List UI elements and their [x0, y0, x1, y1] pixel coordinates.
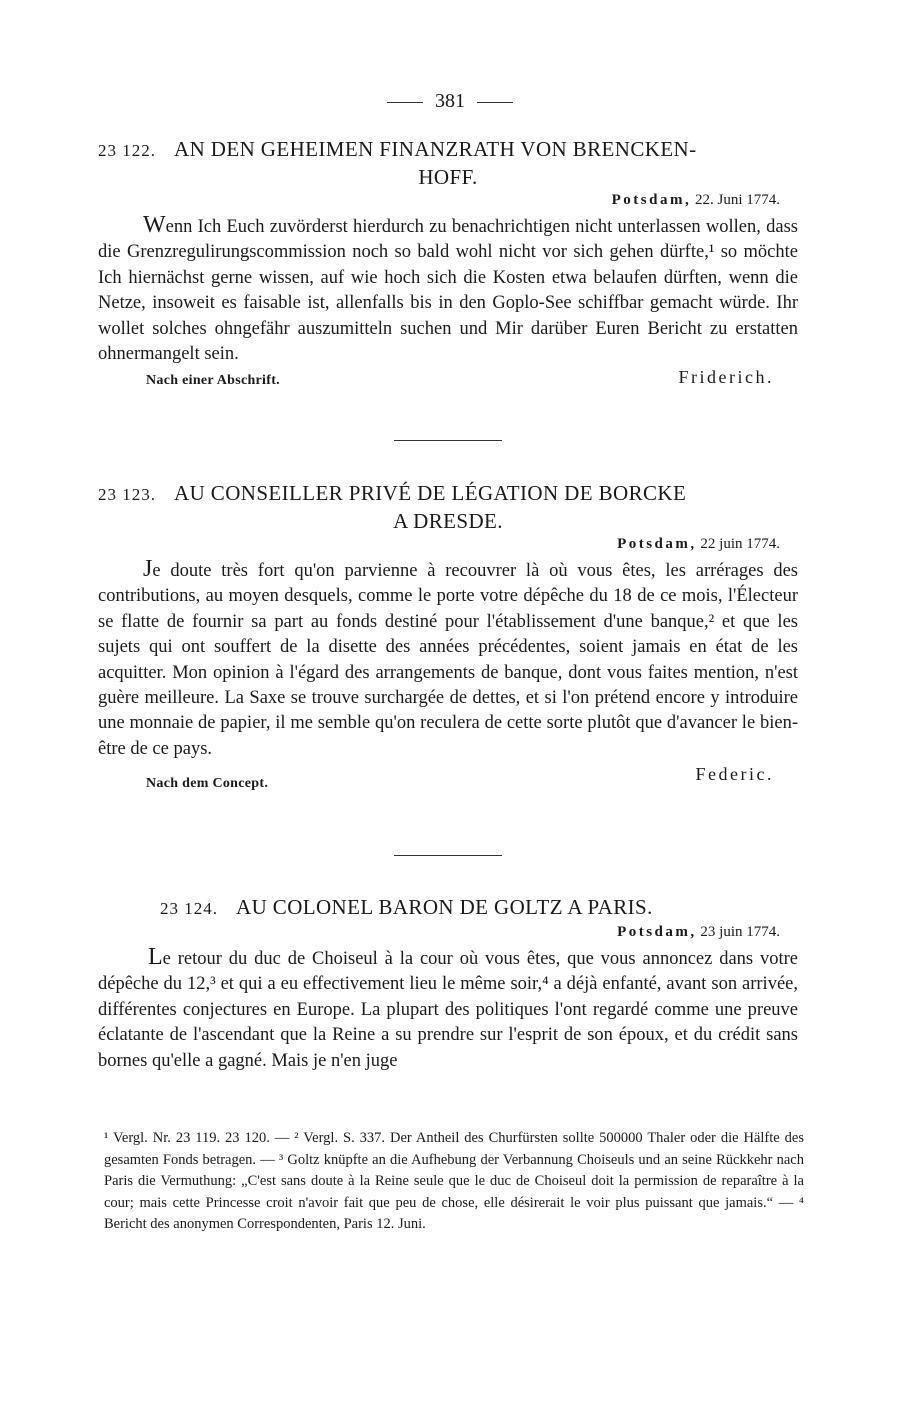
footnotes: ¹ Vergl. Nr. 23 119. 23 120. — ² Vergl. S. 337. Der Antheil des Churfürsten sollte 500000 Thaler oder die Hälfte des gesamten Fonds betragen. — ³ Goltz knüpfte an die Aufhebung der Verbannung Choiseuls und an seine Rückkehr nach Paris die Vermuthung: „C'est sans doute à la Reine seule que le duc de Choiseul doit la permission de reparaître à la cour; mais cette Princesse croit n'avoir fait que peu de chose, elle désirerait le voir plus puissant que jamais.“ — ⁴ Bericht des anonymen Correspondenten, Paris 12. Juni. — [104, 1130, 804, 1232]
letter-heading — [98, 480, 798, 534]
letter-heading — [98, 136, 798, 190]
letter-signature: Friderich. — [678, 367, 774, 388]
letter-body: Wenn Ich Euch zuvörderst hierdurch zu benachrichtigen nicht unterlassen wollen, dass die Grenzregulirungscommission noch so bald wohl nicht vor sich gehen dürfte,¹ so möchte Ich hiernächst gerne wissen, auf wie hoch sich die Kosten etwa belaufen dürften, wenn die Netze, insoweit es faisable ist, allenfalls bis in den Goplo-See schiffbar gemacht würde. Ihr wollet solches ohngefähr auszumitteln suchen und Mir darüber Euren Bericht zu erstatten ohnermangelt sein. — [98, 212, 798, 365]
letter-place: Potsdam, — [611, 192, 692, 208]
letter-date: 23 juin 1774. — [700, 924, 780, 940]
page-number-text: 381 — [435, 90, 465, 112]
section-divider — [394, 440, 502, 441]
divider — [387, 102, 423, 103]
letter-source: Nach einer Abschrift. — [146, 373, 280, 389]
letter-recipient: AU CONSEILLER PRIVÉ DE LÉGATION DE BORCKE — [174, 481, 687, 505]
letter-recipient-continued: A DRESDE. — [393, 509, 503, 533]
letter-date: 22 juin 1774. — [700, 536, 780, 552]
letter-body: Je doute très fort qu'on parvienne à recouvrer là où vous êtes, les arrérages des contributions, au moyen desquels, comme le porte votre dépêche du 18 de ce mois, l'Électeur se flatte de fournir sa part au fonds destiné pour l'établissement d'une banque,² et que les sujets qui ont souffert de la disette des années précédentes, soient jamais en état de les acquitter. Mon opinion à l'égard des arrangements de banque, dont vous faites mention, n'est guère meilleure. La Saxe se trouve surchargée de dettes, et si l'on prétend encore y introduire une monnaie de papier, il me semble qu'on reculera de cette sorte plutôt que d'avancer le bien-être de ce pays. — [98, 556, 798, 759]
letter-heading — [98, 894, 798, 922]
letter-recipient-continued: HOFF. — [418, 165, 478, 189]
letter-place: Potsdam, — [617, 536, 697, 552]
letter-recipient: AN DEN GEHEIMEN FINANZRATH VON BRENCKEN- — [174, 137, 697, 161]
letter-number: 23 124. — [160, 899, 218, 918]
letter-23123 — [98, 480, 798, 796]
letter-body: Le retour du duc de Choiseul à la cour où vous êtes, que vous annoncez dans votre dépêche du 12,³ et qui a eu effectivement lieu le même soir,⁴ a déjà enfanté, avant son arrivée, différentes conjectures en Europe. La plupart des politiques l'ont regardé comme une preuve éclatante de l'ascendant que la Reine a su prendre sur l'esprit de son époux, et du crédit sans bornes qu'elle a gagné. Mais je n'en juge — [98, 944, 798, 1071]
letter-dateline — [98, 536, 780, 553]
letter-signature: Federic. — [695, 764, 774, 785]
letter-date: 22. Juni 1774. — [694, 192, 780, 208]
letter-23124 — [98, 894, 798, 1074]
page-number — [0, 90, 900, 113]
letter-number: 23 122. — [98, 141, 156, 160]
letter-dateline — [98, 192, 780, 209]
letter-recipient: AU COLONEL BARON DE GOLTZ A PARIS. — [236, 895, 653, 919]
letter-source: Nach dem Concept. — [146, 776, 269, 792]
letter-23122 — [98, 136, 798, 393]
divider — [477, 102, 513, 103]
section-divider — [394, 855, 502, 856]
letter-dateline — [98, 924, 780, 941]
letter-number: 23 123. — [98, 485, 156, 504]
letter-place: Potsdam, — [617, 924, 697, 940]
